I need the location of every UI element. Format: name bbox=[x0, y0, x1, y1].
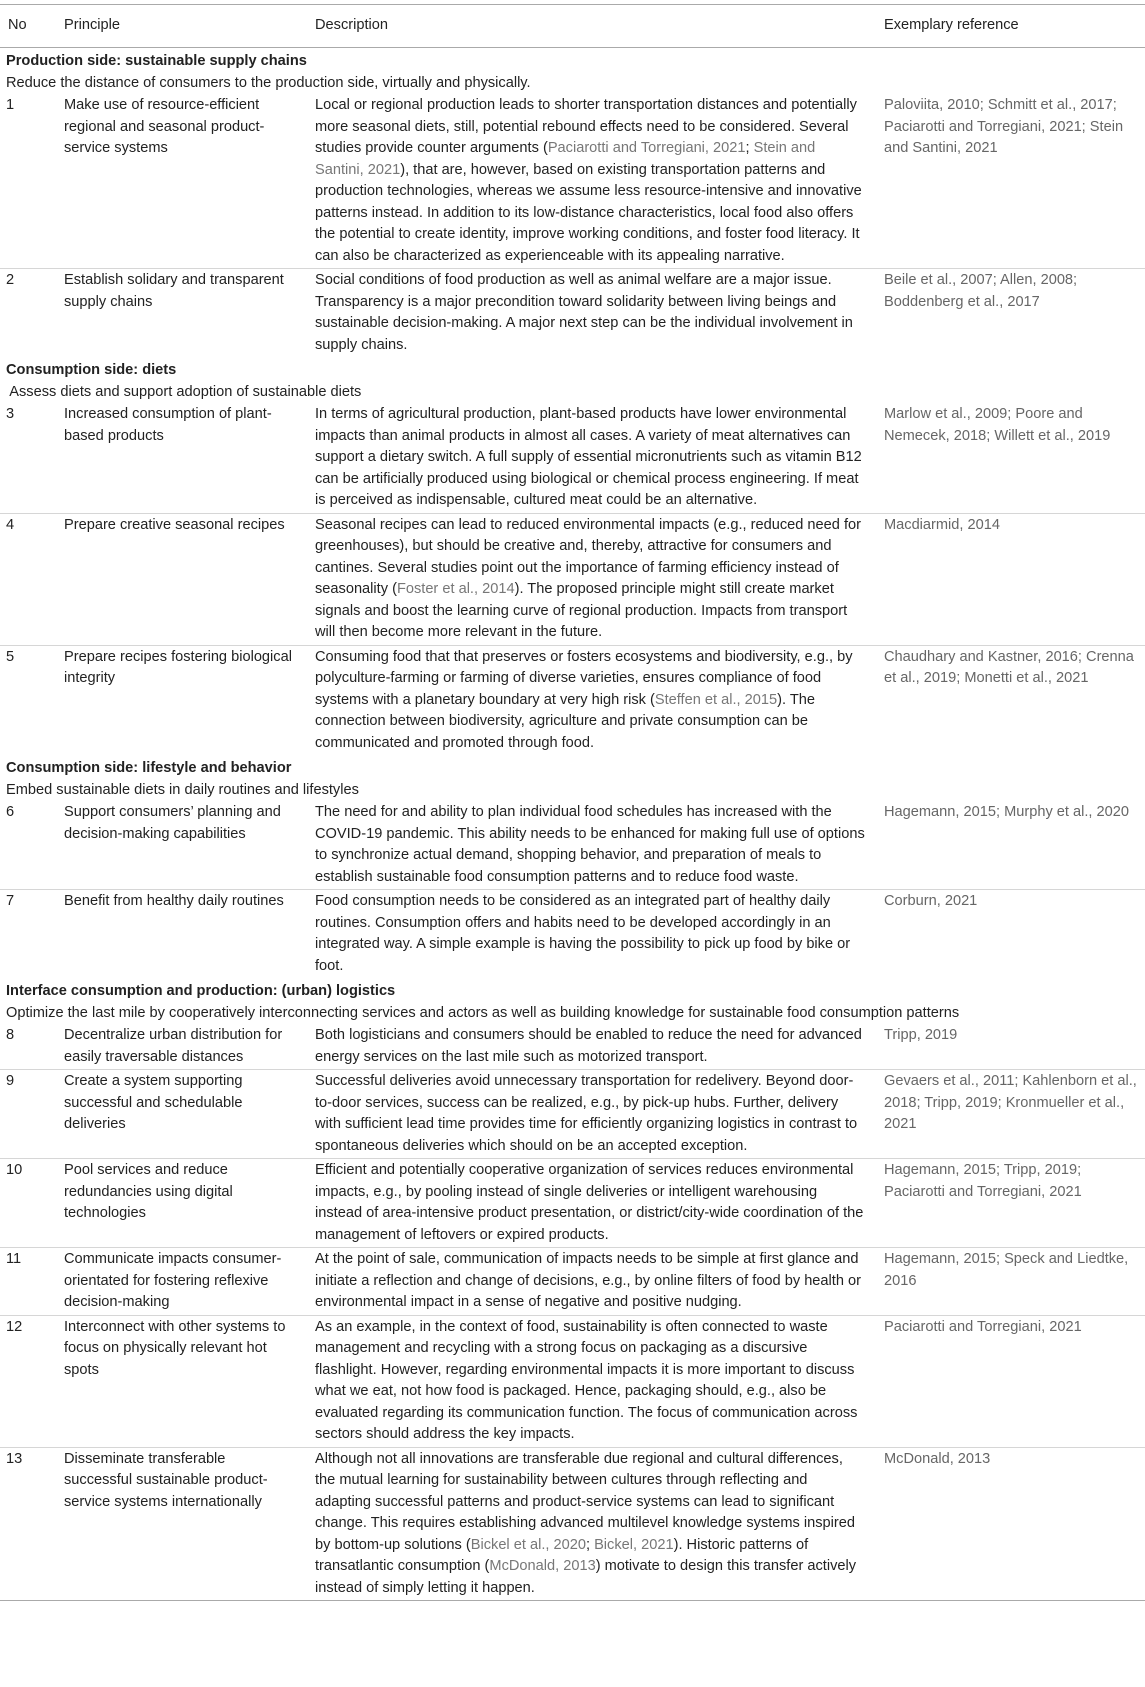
row-number: 2 bbox=[6, 272, 15, 288]
section-subtitle: Assess diets and support adoption of sustainable diets bbox=[6, 383, 362, 400]
row-number: 4 bbox=[0, 513, 56, 645]
table-row bbox=[0, 1024, 1145, 1070]
description-text: Efficient and potentially cooperative organization of services reduces environmental impacts, e.g., by pooling instead of single deliveries or intelligent warehousing instead of area-intensive product presentation, or district/city-wide coordination of the management of leftovers or expired products. bbox=[315, 1162, 864, 1243]
section-title: Consumption side: diets bbox=[6, 362, 177, 378]
row-description bbox=[307, 269, 876, 358]
section-subtitle-row bbox=[0, 73, 1145, 95]
table-row bbox=[0, 890, 1145, 979]
row-number: 1 bbox=[0, 94, 56, 269]
description-text: ) motivate to design this transfer actively instead of simply letting it happen. bbox=[315, 1558, 857, 1596]
description-text: ), that are, however, based on existing transportation patterns and production technologies, whereas we assume less resource-intensive and innovative patterns instead. In addition to its low-distance characteristics, local food also offers the potential to create identity, improve working conditions, and foster food literacy. It can also be characterized as experienceable with its appealing narrative. bbox=[315, 161, 862, 264]
row-reference[interactable]: Hagemann, 2015; Murphy et al., 2020 bbox=[876, 801, 1145, 890]
description-text: Social conditions of food production as well as animal welfare are a major issue. Transparency is a major precondition toward solidarity between living beings and sustainable decision-making. A major next step can be the individual involvement in supply chains. bbox=[315, 272, 853, 353]
description-text: Seasonal recipes can lead to reduced environmental impacts (e.g., reduced need for greenhouses), but should be creative and, thereby, attractive for consumers and cantines. Several studies point out the importance of farming efficiency instead of seasonality ( bbox=[315, 516, 861, 597]
row-description bbox=[307, 1159, 876, 1248]
row-number: 13 bbox=[0, 1447, 56, 1601]
citation-link[interactable]: Stein and Santini, 2021 bbox=[315, 140, 816, 178]
description-text: ; bbox=[585, 1536, 595, 1553]
section-title-row bbox=[0, 978, 1145, 1003]
table-row bbox=[0, 513, 1145, 645]
row-reference[interactable]: Paloviita, 2010; Schmitt et al., 2017; Paciarotti and Torregiani, 2021; Stein and Santini, 2021 bbox=[876, 94, 1145, 269]
section-subtitle-row bbox=[0, 1003, 1145, 1025]
description-text: Although not all innovations are transferable due regional and cultural differences, the mutual learning for sustainability between cultures through reflecting and adapting successful patterns and product-service systems can lead to significant change. This requires establishing advanced multilevel knowledge systems inspired by bottom-up solutions ( bbox=[315, 1450, 855, 1553]
row-principle: Increased consumption of plant-based products bbox=[56, 403, 307, 513]
row-reference[interactable]: Paciarotti and Torregiani, 2021 bbox=[876, 1315, 1145, 1447]
row-reference[interactable]: Hagemann, 2015; Speck and Liedtke, 2016 bbox=[876, 1248, 1145, 1316]
citation-link[interactable]: Steffen et al., 2015 bbox=[654, 691, 778, 708]
citation-link[interactable]: Paciarotti and Torregiani, 2021 bbox=[547, 140, 746, 156]
row-number: 10 bbox=[0, 1159, 56, 1248]
table-row bbox=[0, 1315, 1145, 1447]
row-reference[interactable]: Tripp, 2019 bbox=[876, 1024, 1145, 1070]
header-description: Description bbox=[307, 5, 876, 48]
row-principle: Communicate impacts consumer- orientated for fostering reflexive decision-making bbox=[56, 1248, 307, 1316]
row-number: 9 bbox=[0, 1070, 56, 1159]
row-description bbox=[307, 1024, 876, 1070]
header-principle: Principle bbox=[56, 5, 307, 48]
row-principle: Create a system supporting successful and schedulable deliveries bbox=[56, 1070, 307, 1159]
section-title-row bbox=[0, 357, 1145, 382]
row-description bbox=[307, 801, 876, 890]
row-number: 3 bbox=[0, 403, 56, 513]
section-subtitle-row bbox=[0, 780, 1145, 802]
description-text: At the point of sale, communication of impacts needs to be simple at first glance and initiate a reflection and change of decisions, e.g., by online filters of food by health or environmental impact in a sense of negative and positive nudging. bbox=[315, 1251, 861, 1310]
section-title-row bbox=[0, 755, 1145, 780]
description-text: ; bbox=[745, 140, 754, 156]
section-title: Production side: sustainable supply chains bbox=[6, 53, 307, 69]
row-principle: Establish solidary and transparent supply chains bbox=[64, 272, 284, 310]
row-description bbox=[307, 403, 876, 513]
section-title: Interface consumption and production: (urban) logistics bbox=[6, 983, 396, 999]
row-number: 8 bbox=[0, 1024, 56, 1070]
row-principle: Decentralize urban distribution for easily traversable distances bbox=[56, 1024, 307, 1070]
description-text: Consuming food that that preserves or fosters ecosystems and biodiversity, e.g., by polyculture-farming or farming of diverse varieties, ensures compliance of food systems with a planetary boundary at very high risk ( bbox=[315, 648, 853, 708]
section-subtitle-row bbox=[0, 382, 1145, 404]
row-principle: Make use of resource-efficient regional and seasonal product-service systems bbox=[56, 94, 307, 269]
table-row bbox=[0, 1070, 1145, 1159]
row-description bbox=[307, 1315, 876, 1447]
table-body bbox=[0, 48, 1145, 1601]
row-principle: Disseminate transferable successful sustainable product-service systems internationally bbox=[56, 1447, 307, 1601]
table-row bbox=[0, 403, 1145, 513]
table-row bbox=[0, 645, 1145, 755]
row-principle: Interconnect with other systems to focus on physically relevant hot spots bbox=[56, 1315, 307, 1447]
table-row bbox=[0, 1447, 1145, 1601]
row-principle: Prepare creative seasonal recipes bbox=[56, 513, 307, 645]
row-principle: Prepare recipes fostering biological integrity bbox=[64, 648, 292, 686]
header-no: No bbox=[0, 5, 56, 48]
row-number: 5 bbox=[6, 648, 15, 665]
table-row bbox=[0, 1159, 1145, 1248]
description-text: As an example, in the context of food, sustainability is often connected to waste management and recycling with a strong focus on packaging as a discursive flashlight. However, regarding environmental impacts it is more important to discuss what we eat, not how food is packaged. Hence, packaging should, e.g., also be evaluated regarding its communication function. The focus of communication across sectors should address the key impacts. bbox=[315, 1318, 858, 1442]
description-text: ). The connection between biodiversity, agriculture and private consumption can be communicated and promoted through food. bbox=[315, 691, 815, 751]
row-description bbox=[307, 1248, 876, 1316]
row-reference[interactable]: Beile et al., 2007; Allen, 2008; Boddenberg et al., 2017 bbox=[884, 272, 1078, 310]
section-subtitle: Embed sustainable diets in daily routines and lifestyles bbox=[6, 781, 359, 798]
citation-link[interactable]: McDonald, 2013 bbox=[489, 1558, 596, 1574]
citation-link[interactable]: Bickel et al., 2020 bbox=[470, 1536, 586, 1553]
description-text: The need for and ability to plan individual food schedules has increased with the COVID-19 pandemic. This ability needs to be enhanced for making full use of options to synchronize actual demand, shopping behavior, and preparation of meals to establish sustainable food consumption patterns and to reduce food waste. bbox=[315, 804, 865, 885]
description-text: In terms of agricultural production, plant-based products have lower environmental impacts than animal products in almost all cases. A variety of meat alternatives can support a dietary switch. A full supply of essential micronutrients such as vitamin B12 can be artificially produced using biological or chemical process engineering. If meat is perceived as indispensable, cultured meat could be an alternative. bbox=[315, 406, 862, 508]
section-subtitle: Optimize the last mile by cooperatively interconnecting services and actors as well as building knowledge for sustainable food consumption patterns bbox=[6, 1004, 960, 1021]
section-title-row bbox=[0, 48, 1145, 73]
row-reference[interactable]: Chaudhary and Kastner, 2016; Crenna et al., 2019; Monetti et al., 2021 bbox=[884, 648, 1134, 686]
row-principle: Benefit from healthy daily routines bbox=[64, 893, 284, 909]
row-description bbox=[307, 1070, 876, 1159]
description-text: Food consumption needs to be considered as an integrated part of healthy daily routines. Consumption offers and habits need to be developed accordingly in an integrated way. A simple example is having the possibility to pick up food by bike or foot. bbox=[315, 893, 851, 974]
row-number: 11 bbox=[0, 1248, 56, 1316]
table-header bbox=[0, 5, 1145, 48]
row-principle: Pool services and reduce redundancies using digital technologies bbox=[56, 1159, 307, 1248]
row-reference[interactable]: Hagemann, 2015; Tripp, 2019; Paciarotti and Torregiani, 2021 bbox=[876, 1159, 1145, 1248]
row-reference[interactable]: Macdiarmid, 2014 bbox=[876, 513, 1145, 645]
description-text: Successful deliveries avoid unnecessary transportation for redelivery. Beyond door-to-door services, success can be realized, e.g., by pick-up hubs. Further, delivery with sufficient lead time provides time for efficiently organizing logistics in contrast to spontaneous deliveries which should on be an accepted exception. bbox=[315, 1073, 858, 1154]
table-row bbox=[0, 269, 1145, 358]
principles-table bbox=[0, 4, 1145, 1601]
citation-link[interactable]: Bickel, 2021 bbox=[594, 1536, 674, 1553]
row-description bbox=[307, 890, 876, 979]
row-reference[interactable]: Corburn, 2021 bbox=[884, 893, 978, 909]
row-number: 7 bbox=[6, 893, 15, 909]
row-description bbox=[307, 513, 876, 645]
row-reference[interactable]: Marlow et al., 2009; Poore and Nemecek, 2018; Willett et al., 2019 bbox=[876, 403, 1145, 513]
description-text: Both logisticians and consumers should be enabled to reduce the need for advanced energy services on the last mile such as motorized transport. bbox=[315, 1027, 862, 1065]
row-reference[interactable]: McDonald, 2013 bbox=[876, 1447, 1145, 1601]
table-row bbox=[0, 801, 1145, 890]
row-description bbox=[307, 645, 876, 755]
citation-link[interactable]: Foster et al., 2014 bbox=[396, 581, 515, 597]
row-description bbox=[307, 94, 876, 269]
table-row bbox=[0, 1248, 1145, 1316]
description-text: Local or regional production leads to shorter transportation distances and potentially more seasonal diets, still, potential rebound effects need to be considered. Several studies provide counter arguments ( bbox=[315, 97, 857, 156]
row-principle: Support consumers’ planning and decision-making capabilities bbox=[56, 801, 307, 890]
row-description bbox=[307, 1447, 876, 1601]
section-title: Consumption side: lifestyle and behavior bbox=[6, 760, 292, 776]
table-row bbox=[0, 94, 1145, 269]
row-number: 12 bbox=[0, 1315, 56, 1447]
row-number: 6 bbox=[0, 801, 56, 890]
row-reference[interactable]: Gevaers et al., 2011; Kahlenborn et al., 2018; Tripp, 2019; Kronmueller et al., 2021 bbox=[876, 1070, 1145, 1159]
description-text: ). The proposed principle might still create market signals and boost the learning curve of regional production. Impacts from transport will then become more relevant in the future. bbox=[315, 581, 848, 640]
description-text: ). Historic patterns of transatlantic consumption ( bbox=[315, 1536, 809, 1574]
header-reference: Exemplary reference bbox=[876, 5, 1145, 48]
section-subtitle: Reduce the distance of consumers to the production side, virtually and physically. bbox=[6, 74, 531, 91]
